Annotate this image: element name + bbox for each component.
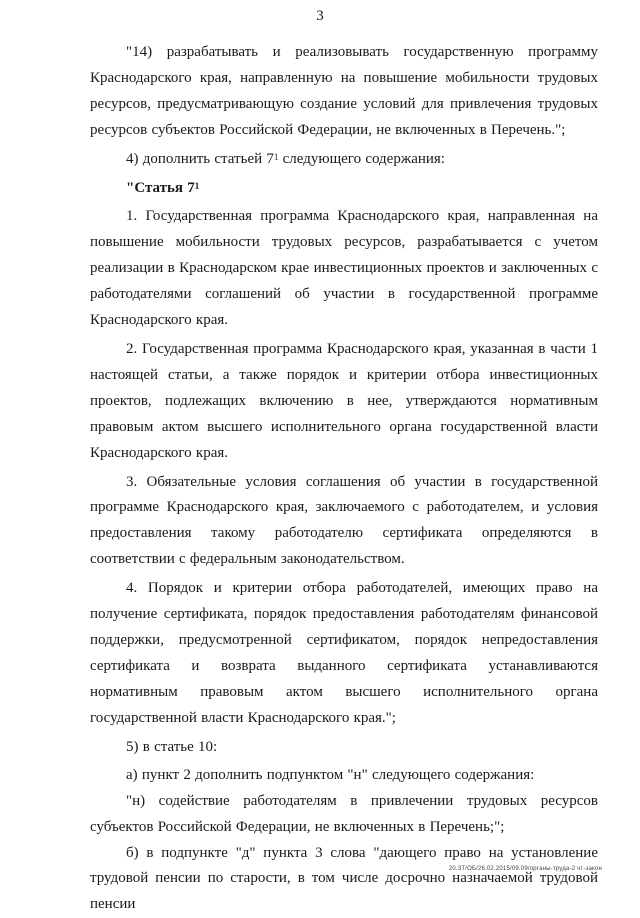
article-title-text: "Статья 7 — [126, 179, 195, 196]
article-part-4: 4. Порядок и критерии отбора работодателей, имеющих право на получение сертификата, порядок предоставления работодателям финансовой поддержки, предусмотренной сертификатом, порядок непредоставления сертификата и возврата выданного сертификата устанавливаются нормативным правовым актом высшего исполнительного органа государственной власти Краснодарского края."; — [90, 580, 598, 726]
document-body — [90, 40, 598, 918]
add-article-tail: следующего содержания: — [278, 150, 445, 167]
article-superscript: 1 — [273, 151, 279, 162]
article-title — [90, 176, 598, 202]
paragraph-item-14: "14) разрабатывать и реализовывать государственную программу Краснодарского края, направленную на повышение мобильности трудовых ресурсов, предусматривающую создание условий для привлечения трудовых ресурсов субъектов Российской Федерации, не включенных в Перечень."; — [90, 44, 598, 138]
paragraph-subitem-b: б) в подпункте "д" пункта 3 слова "дающего право на установление трудовой пенсии по старости, в том числе досрочно назначаемой трудовой пенсии — [90, 844, 598, 913]
paragraph-subitem-a: а) пункт 2 дополнить подпунктом "н" следующего содержания: — [126, 767, 535, 784]
article-part-3: 3. Обязательные условия соглашения об участии в государственной программе Краснодарского края, заключаемого с работодателем, и условия предоставления такому работодателю сертификата определяются в соответствии с федеральным законодательством. — [90, 473, 598, 568]
page-number: 3 — [316, 8, 324, 24]
footer-file-code: 20.3T/ОБ/26.02.2015/09.09/органы-труда-2 чт-закон — [448, 866, 602, 872]
article-title-superscript: 1 — [194, 180, 200, 191]
paragraph-subitem-n: "н) содействие работодателям в привлечении трудовых ресурсов субъектов Российской Федерации, не включенных в Перечень;"; — [90, 793, 598, 836]
paragraph-add-article — [90, 147, 598, 173]
add-article-text: 4) дополнить статьей 7 — [126, 150, 274, 167]
paragraph-article-10: 5) в статье 10: — [126, 738, 218, 755]
article-part-1: 1. Государственная программа Краснодарского края, направленная на повышение мобильности трудовых ресурсов, разрабатывается с учетом реализации в Краснодарском крае инвестиционных проектов и заключенных с работодателями соглашений об участии в государственной программе Краснодарского края. — [90, 208, 598, 329]
article-part-2: 2. Государственная программа Краснодарского края, указанная в части 1 настоящей статьи, а также порядок и критерии отбора инвестиционных проектов, подлежащих включению в нее, утверждаются нормативным правовым актом высшего исполнительного органа государственной власти Краснодарского края. — [90, 340, 598, 461]
